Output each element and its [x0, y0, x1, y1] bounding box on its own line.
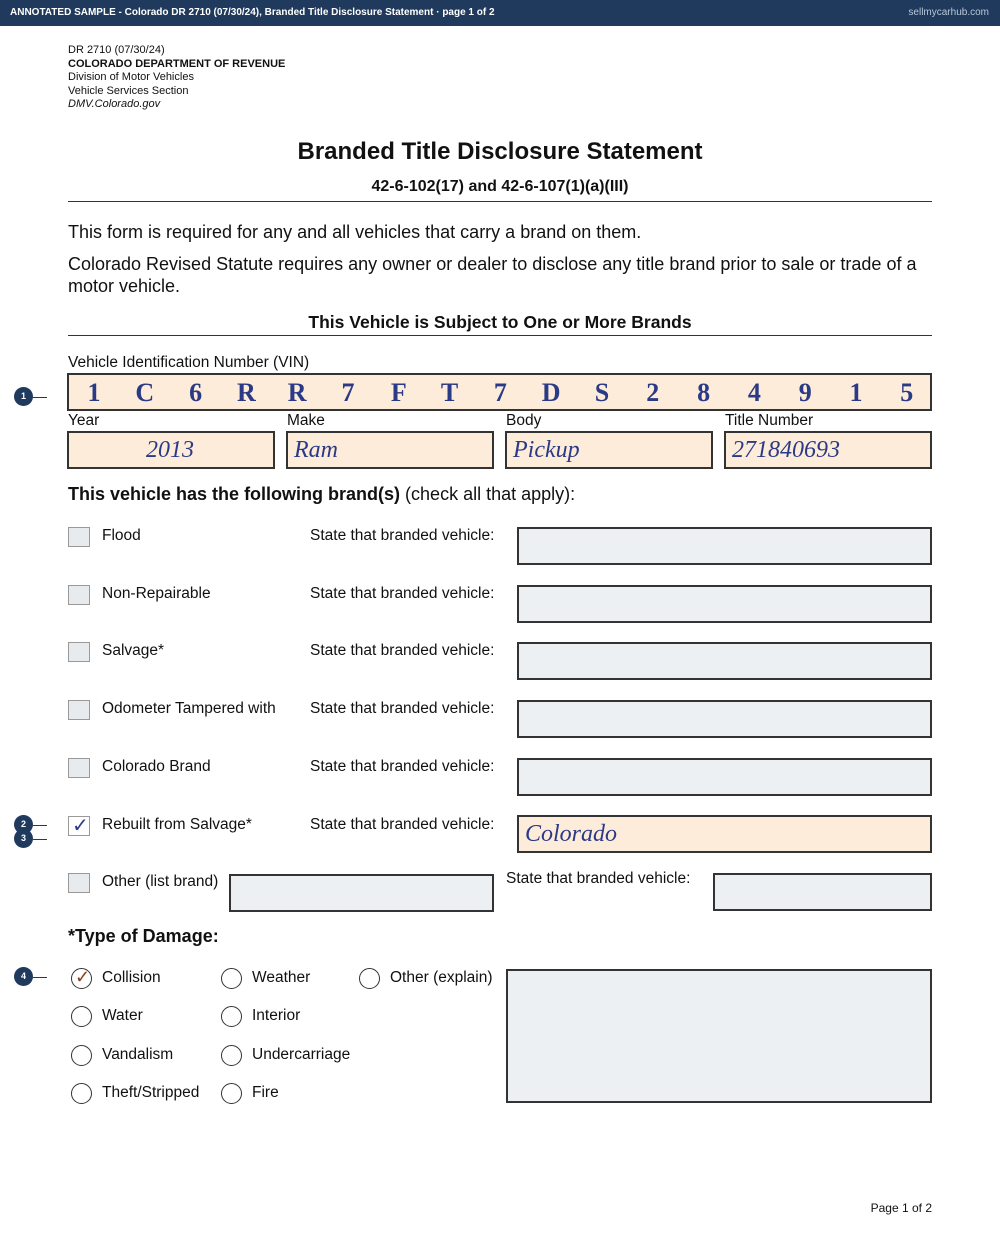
- banner-title: ANNOTATED SAMPLE - Colorado DR 2710 (07/30/24), Branded Title Disclosure Statement · page 1 of 2: [10, 7, 495, 18]
- make-field[interactable]: [286, 431, 494, 469]
- flood-label: Flood: [102, 527, 141, 544]
- vin-label: Vehicle Identification Number (VIN): [68, 354, 310, 371]
- salvage-state-field[interactable]: [517, 642, 932, 680]
- other-damage-radio[interactable]: [359, 968, 380, 989]
- fire-radio[interactable]: [221, 1083, 242, 1104]
- other-brand-name-field[interactable]: [229, 874, 494, 912]
- state-label: State that branded vehicle:: [506, 870, 691, 887]
- water-radio[interactable]: [71, 1006, 92, 1027]
- other-brand-label: Other (list brand): [102, 873, 219, 890]
- agency-header: [68, 44, 285, 112]
- undercarriage-label: Undercarriage: [252, 1046, 351, 1063]
- annotation-marker-2: 2: [14, 815, 33, 834]
- theft-stripped-label: Theft/Stripped: [102, 1084, 200, 1101]
- vin-char: R: [237, 378, 256, 407]
- divider: [68, 335, 932, 336]
- title-number-field[interactable]: [724, 431, 932, 469]
- make-value: Ram: [294, 437, 338, 463]
- water-label: Water: [102, 1007, 143, 1024]
- weather-label: Weather: [252, 969, 311, 986]
- title-number-label: Title Number: [725, 412, 814, 429]
- marker-leader-line: [33, 397, 47, 398]
- website: DMV.Colorado.gov: [68, 98, 161, 110]
- marker-leader-line: [33, 977, 47, 978]
- vandalism-radio[interactable]: [71, 1045, 92, 1066]
- vin-char: T: [440, 378, 459, 407]
- salvage-label: Salvage*: [102, 642, 165, 659]
- odometer-tampered-label: Odometer Tampered with: [102, 700, 276, 717]
- make-label: Make: [287, 412, 325, 429]
- department-name: COLORADO DEPARTMENT OF REVENUE: [68, 57, 286, 70]
- vin-char: 4: [747, 378, 761, 407]
- non-repairable-state-field[interactable]: [517, 585, 932, 623]
- form-number: DR 2710 (07/30/24): [68, 44, 165, 56]
- marker-leader-line: [33, 825, 47, 826]
- intro-paragraph-1: This form is required for any and all vehicles that carry a brand on them.: [68, 222, 642, 242]
- vin-char: S: [594, 378, 610, 407]
- state-label: State that branded vehicle:: [310, 642, 495, 659]
- weather-radio[interactable]: [221, 968, 242, 989]
- marker-leader-line: [33, 839, 47, 840]
- intro-paragraph-2: Colorado Revised Statute requires any owner or dealer to disclose any title brand prior to sale or trade of a motor vehicle.: [68, 254, 917, 296]
- vin-field[interactable]: [67, 373, 932, 411]
- annotation-marker-4: 4: [14, 967, 33, 986]
- interior-label: Interior: [252, 1007, 301, 1024]
- annotation-marker-3: 3: [14, 829, 33, 848]
- vin-char: 1: [849, 378, 863, 407]
- state-label: State that branded vehicle:: [310, 816, 495, 833]
- non-repairable-checkbox[interactable]: [68, 585, 90, 605]
- year-field[interactable]: [67, 431, 275, 469]
- year-label: Year: [68, 412, 100, 429]
- non-repairable-label: Non-Repairable: [102, 585, 211, 602]
- banner-site-link[interactable]: sellmycarhub.com: [908, 7, 989, 18]
- collision-label: Collision: [102, 969, 161, 986]
- state-label: State that branded vehicle:: [310, 585, 495, 602]
- state-label: State that branded vehicle:: [310, 527, 495, 544]
- annotation-marker-1: 1: [14, 387, 33, 406]
- odometer-tampered-checkbox[interactable]: [68, 700, 90, 720]
- vin-char: 7: [341, 378, 355, 407]
- division-name: Division of Motor Vehicles: [68, 71, 194, 83]
- body-label: Body: [506, 412, 542, 429]
- other-brand-checkbox[interactable]: [68, 873, 90, 893]
- state-label: State that branded vehicle:: [310, 700, 495, 717]
- rebuilt-state-value: Colorado: [525, 821, 618, 847]
- colorado-brand-label: Colorado Brand: [102, 758, 211, 775]
- other-brand-state-field[interactable]: [713, 873, 932, 911]
- state-label: State that branded vehicle:: [310, 758, 495, 775]
- form-title: Branded Title Disclosure Statement: [297, 138, 703, 165]
- other-damage-label: Other (explain): [390, 969, 493, 986]
- flood-state-field[interactable]: [517, 527, 932, 565]
- vin-char: 9: [798, 378, 812, 407]
- vin-char: C: [135, 378, 155, 407]
- body-value: Pickup: [513, 437, 580, 463]
- brands-heading-rest: (check all that apply):: [400, 484, 576, 504]
- undercarriage-radio[interactable]: [221, 1045, 242, 1066]
- fire-label: Fire: [252, 1084, 279, 1101]
- collision-radio[interactable]: [71, 968, 92, 989]
- vin-char: D: [541, 378, 561, 407]
- brands-heading-bold: This vehicle has the following brand(s): [68, 484, 401, 504]
- section-name: Vehicle Services Section: [68, 84, 189, 97]
- colorado-brand-state-field[interactable]: [517, 758, 932, 796]
- checkmark-icon: ✓: [75, 967, 91, 987]
- year-value: 2013: [146, 437, 194, 463]
- rebuilt-from-salvage-state-field[interactable]: [517, 815, 932, 853]
- vin-char: 6: [189, 378, 203, 407]
- vin-char: R: [287, 378, 307, 407]
- colorado-brand-checkbox[interactable]: [68, 758, 90, 778]
- interior-radio[interactable]: [221, 1006, 242, 1027]
- other-damage-explain-field[interactable]: [506, 969, 932, 1103]
- vin-char: 1: [87, 378, 101, 407]
- statute-reference: 42-6-102(17) and 42-6-107(1)(a)(III): [371, 178, 629, 195]
- vin-char: 5: [900, 378, 914, 407]
- checkmark-icon: ✓: [72, 815, 89, 837]
- annotation-banner: [0, 0, 1000, 26]
- rebuilt-from-salvage-label: Rebuilt from Salvage*: [102, 816, 252, 833]
- section-heading: This Vehicle is Subject to One or More Brands: [308, 312, 692, 332]
- vandalism-label: Vandalism: [102, 1046, 174, 1063]
- divider: [68, 201, 932, 202]
- theft-stripped-radio[interactable]: [71, 1083, 92, 1104]
- title-number-value: 271840693: [732, 437, 840, 463]
- page-number: Page 1 of 2: [870, 1201, 932, 1215]
- vin-char: 7: [493, 378, 507, 407]
- brands-heading: [68, 484, 575, 505]
- odometer-tampered-state-field[interactable]: [517, 700, 932, 738]
- flood-checkbox[interactable]: [68, 527, 90, 547]
- salvage-checkbox[interactable]: [68, 642, 90, 662]
- vin-char: F: [390, 378, 407, 407]
- body-field[interactable]: [505, 431, 713, 469]
- vin-char: 8: [697, 378, 711, 407]
- damage-heading: *Type of Damage:: [68, 926, 219, 946]
- vin-char: 2: [646, 378, 660, 407]
- rebuilt-from-salvage-checkbox[interactable]: [68, 816, 90, 836]
